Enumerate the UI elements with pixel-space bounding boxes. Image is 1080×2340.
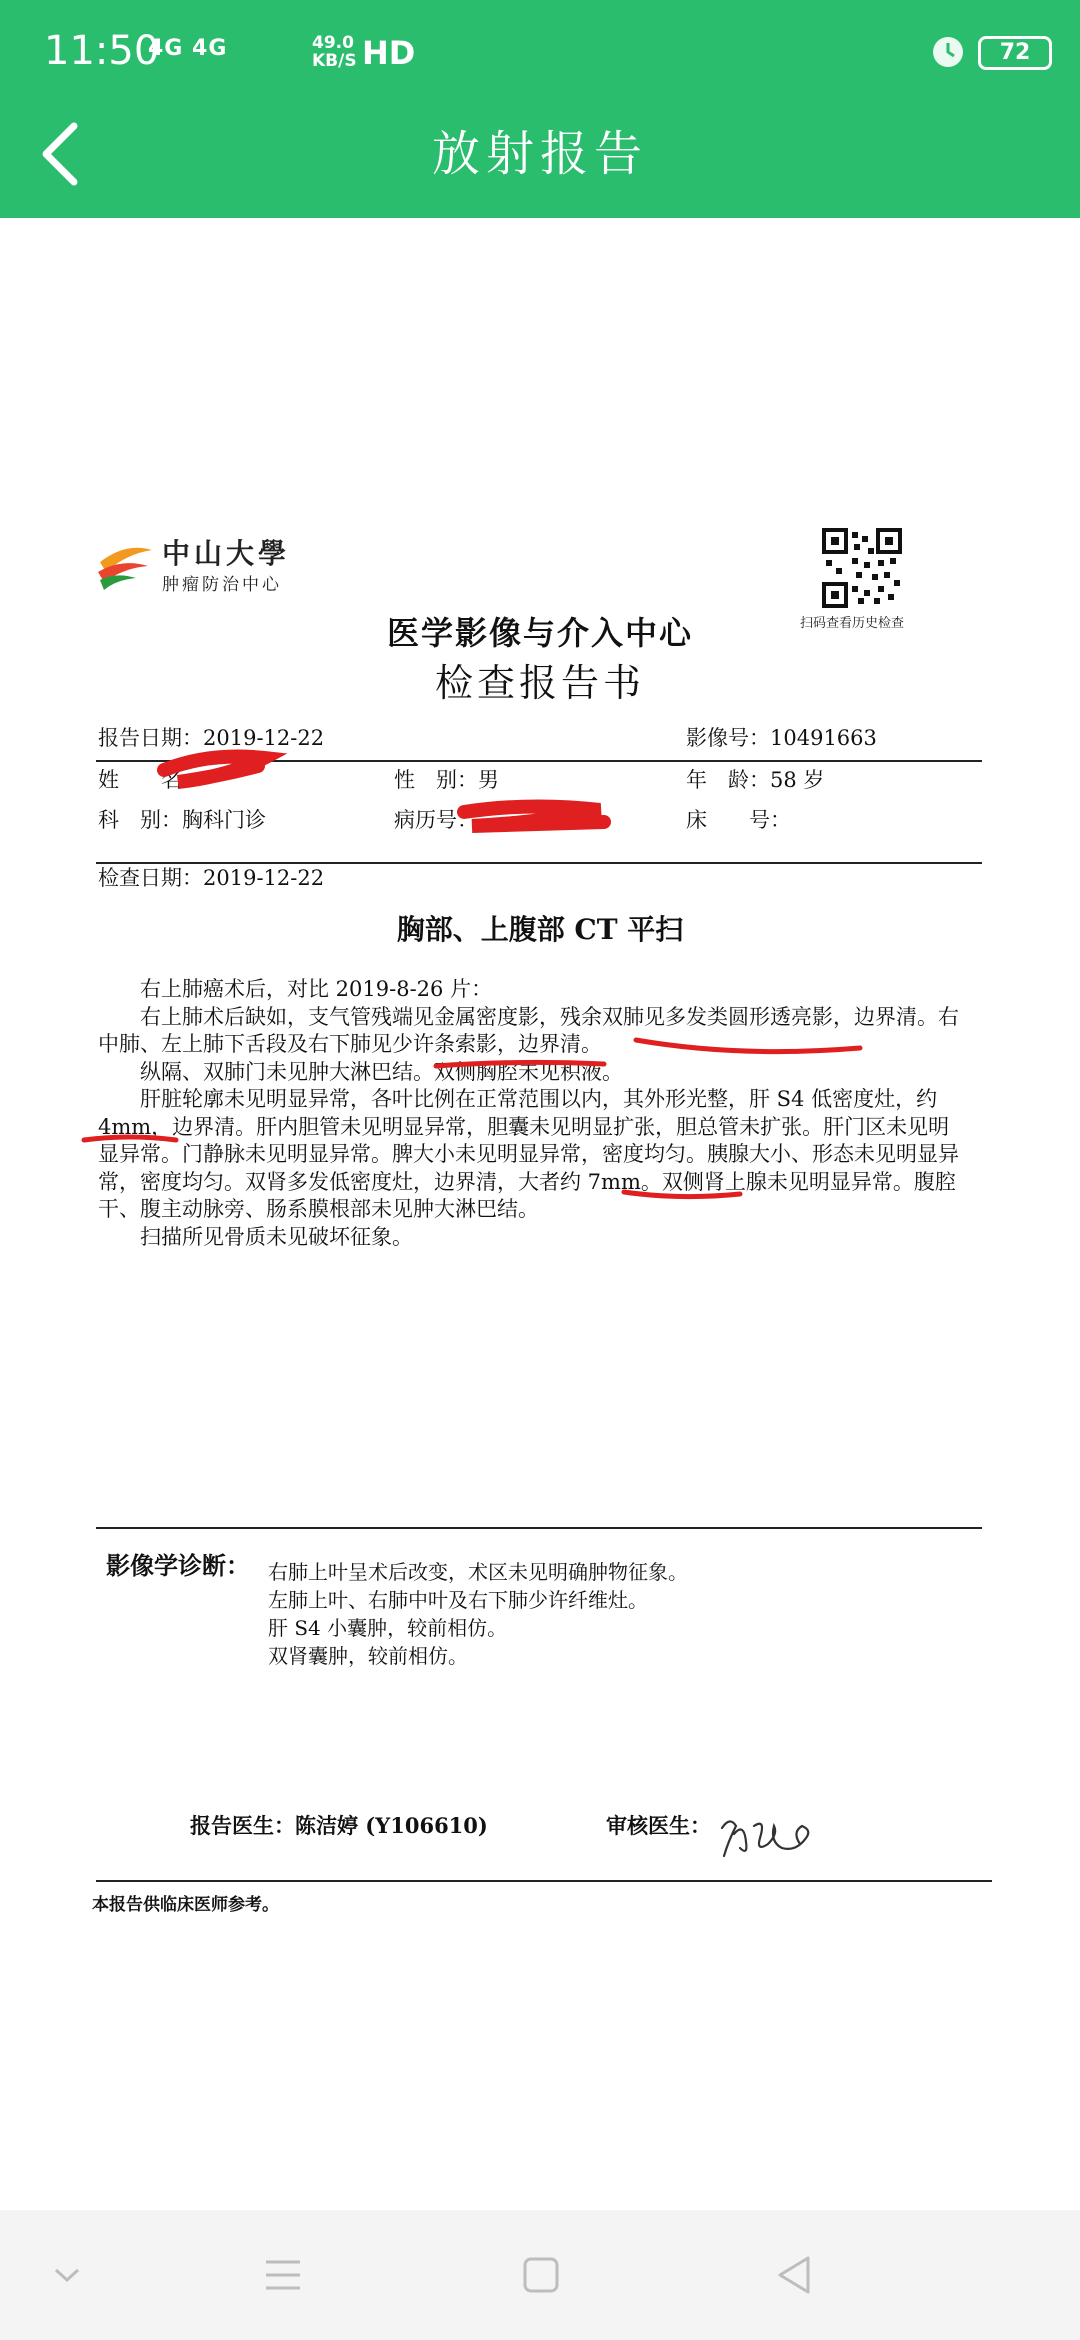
handwritten-signature bbox=[716, 1808, 816, 1864]
findings-paragraph: 纵隔、双肺门未见肿大淋巴结。双侧胸腔未见积液。 bbox=[140, 1059, 623, 1084]
menu-icon[interactable] bbox=[258, 2250, 308, 2300]
network-speed: 49.0 KB/S bbox=[312, 33, 357, 71]
diagnosis-line: 左肺上叶、右肺中叶及右下肺少许纤维灶。 bbox=[268, 1588, 648, 1612]
logo-university-name: 中山大學 bbox=[162, 537, 291, 570]
diagnosis-label: 影像学诊断： bbox=[106, 1552, 250, 1580]
network-indicator: 4G 4G bbox=[148, 36, 228, 61]
findings-text bbox=[98, 976, 964, 1251]
reviewing-doctor-label: 审核医生： bbox=[606, 1813, 711, 1838]
bed-number-label: 床 号： bbox=[686, 808, 791, 832]
findings-paragraph: 扫描所见骨质未见破坏征象。 bbox=[140, 1224, 413, 1249]
page-title: 放射报告 bbox=[431, 126, 648, 182]
divider bbox=[96, 1527, 982, 1529]
app-bar bbox=[0, 0, 1080, 218]
reporting-doctor: 报告医生：陈洁婷 (Y106610) bbox=[190, 1813, 488, 1838]
department-title: 医学影像与介入中心 bbox=[386, 614, 693, 652]
status-time: 11:50 bbox=[44, 28, 160, 74]
diagnosis-text bbox=[268, 1558, 688, 1670]
status-bar bbox=[0, 0, 1080, 100]
diagnosis-line: 肝 S4 小囊肿，较前相仿。 bbox=[268, 1616, 508, 1640]
department: 科 别：胸科门诊 bbox=[98, 808, 266, 832]
divider bbox=[96, 1880, 992, 1882]
document-title: 检查报告书 bbox=[434, 661, 645, 705]
home-square-icon[interactable] bbox=[516, 2250, 566, 2300]
hd-indicator: HD bbox=[362, 34, 416, 72]
findings-paragraph: 肝脏轮廓未见明显异常，各叶比例在正常范围以内，其外形光整，肝 S4 低密度灶，约 4mm，边界清。肝内胆管未见明显异常，胆囊未见明显扩张，胆总管未扩张。肝门区未见明显异常。门静脉未见明显异常。脾大小未见明显异常，密度均匀。胰腺大小、形态未见明显异常，密度均匀。双肾多发低密度灶，边界清，大者约 7mm。双侧肾上腺未见明显异常。腹腔干、腹主动脉旁、肠系膜根部未见肿大淋巴结。 bbox=[98, 1087, 959, 1221]
record-number-label: 病历号： bbox=[394, 808, 478, 832]
findings-paragraph: 右上肺癌术后，对比 2019-8-26 片： bbox=[140, 977, 493, 1001]
patient-age: 年 龄：58 岁 bbox=[686, 768, 825, 792]
image-number: 影像号：10491663 bbox=[686, 726, 877, 750]
battery-indicator: 72 bbox=[978, 36, 1052, 70]
back-triangle-icon[interactable] bbox=[770, 2250, 820, 2300]
alarm-icon bbox=[928, 30, 968, 70]
findings-paragraph: 右上肺术后缺如，支气管残端见金属密度影，残余双肺见多发类圆形透亮影，边界清。右中肺、左上肺下舌段及右下肺见少许条索影，边界清。 bbox=[98, 1004, 959, 1056]
patient-gender: 性 别：男 bbox=[394, 768, 499, 792]
footnote: 本报告供临床医师参考。 bbox=[92, 1895, 279, 1915]
exam-title: 胸部、上腹部 CT 平扫 bbox=[396, 913, 684, 946]
logo-center-name: 肿瘤防治中心 bbox=[162, 575, 282, 595]
system-nav-bar bbox=[0, 2210, 1080, 2340]
qr-caption: 扫码查看历史检查 bbox=[800, 616, 905, 631]
divider bbox=[96, 760, 982, 762]
chevron-down-icon[interactable] bbox=[42, 2250, 92, 2300]
patient-name-label: 姓 名： bbox=[98, 768, 203, 792]
hospital-logo bbox=[96, 532, 296, 602]
qr-code-icon[interactable] bbox=[822, 528, 902, 608]
exam-date: 检查日期：2019-12-22 bbox=[98, 866, 325, 890]
diagnosis-line: 双肾囊肿，较前相仿。 bbox=[268, 1644, 468, 1668]
report-date: 报告日期：2019-12-22 bbox=[98, 726, 325, 750]
logo-emblem-icon bbox=[96, 532, 156, 602]
diagnosis-line: 右肺上叶呈术后改变，术区未见明确肿物征象。 bbox=[268, 1560, 688, 1584]
